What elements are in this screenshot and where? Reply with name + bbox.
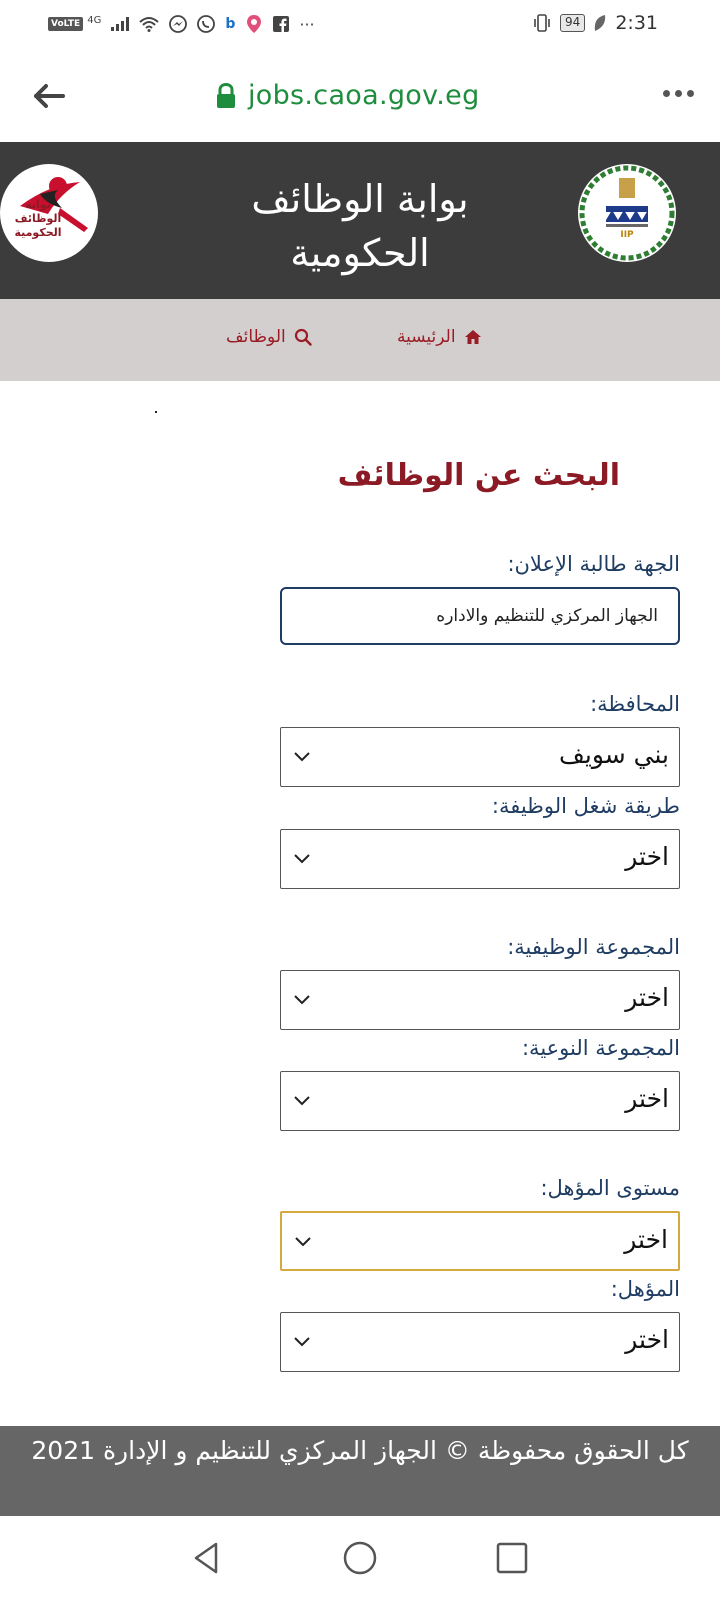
battery-indicator: 94: [560, 14, 585, 32]
browser-url-bar: [0, 50, 720, 142]
search-title: البحث عن الوظائف: [337, 458, 620, 493]
caoa-logo[interactable]: [578, 164, 676, 262]
whatsapp-icon: [197, 15, 215, 33]
status-bar: [0, 0, 720, 50]
facebook-icon: [273, 16, 289, 32]
job-group-label: المجموعة الوظيفية:: [507, 935, 680, 959]
portal-logo-text: بوابة الوظائف الحكومية: [14, 198, 62, 239]
volte-badge: VoLTE: [48, 17, 83, 31]
governorate-select[interactable]: [280, 727, 680, 787]
back-nav-icon[interactable]: [188, 1540, 224, 1576]
site-footer: [0, 1426, 720, 1516]
chevron-down-icon: [293, 850, 311, 868]
search-icon: [294, 328, 312, 346]
chevron-down-icon: [293, 748, 311, 766]
messenger-icon: [169, 15, 187, 33]
lock-icon: [216, 83, 236, 109]
status-right: [532, 12, 658, 34]
portal-logo[interactable]: [0, 164, 98, 262]
nav-jobs[interactable]: [226, 327, 312, 347]
qualification-level-label: مستوى المؤهل:: [540, 1176, 680, 1200]
job-type-value: اختر: [625, 842, 669, 871]
job-group-value: اختر: [625, 983, 669, 1012]
nav-home-label: الرئيسية: [397, 327, 456, 347]
url-field[interactable]: [216, 80, 480, 111]
advertiser-value: الجهاز المركزي للتنظيم والاداره: [436, 606, 658, 626]
leaf-icon: [593, 14, 607, 32]
qualitative-group-label: المجموعة النوعية:: [521, 1036, 680, 1060]
more-notifications-icon: ···: [299, 14, 315, 34]
back-arrow-icon[interactable]: [30, 78, 66, 114]
signal-icon: [111, 17, 129, 31]
qualification-level-select[interactable]: [280, 1211, 680, 1271]
nav-home[interactable]: [397, 327, 482, 347]
chevron-down-icon: [293, 1333, 311, 1351]
main-nav: [0, 299, 720, 381]
governorate-label: المحافظة:: [590, 692, 680, 716]
advertiser-label: الجهة طالبة الإعلان:: [507, 552, 680, 576]
recents-nav-icon[interactable]: [494, 1540, 530, 1576]
home-nav-icon[interactable]: [342, 1540, 378, 1576]
chevron-down-icon: [293, 1092, 311, 1110]
page-header-title: بوابة الوظائف الحكومية: [251, 177, 469, 275]
job-group-select[interactable]: [280, 970, 680, 1030]
url-text: jobs.caoa.gov.eg: [248, 80, 480, 111]
location-icon: [245, 14, 263, 34]
bing-icon: b: [225, 16, 236, 32]
qualitative-group-value: اختر: [625, 1084, 669, 1113]
status-left: [48, 14, 315, 34]
governorate-value: بني سويف: [559, 740, 669, 769]
wifi-icon: [139, 16, 159, 32]
clock: 2:31: [615, 12, 658, 34]
qualitative-group-select[interactable]: [280, 1071, 680, 1131]
chevron-down-icon: [293, 991, 311, 1009]
network-type: 4G: [87, 14, 102, 26]
advertiser-field[interactable]: [280, 587, 680, 645]
nav-jobs-label: الوظائف: [226, 327, 286, 347]
job-type-label: طريقة شغل الوظيفة:: [491, 794, 680, 818]
home-icon: [464, 328, 482, 346]
job-type-select[interactable]: [280, 829, 680, 889]
stray-dot: [155, 411, 157, 413]
footer-copyright: كل الحقوق محفوظة © الجهاز المركزي للتنظيم و الإدارة 2021: [31, 1436, 689, 1465]
chevron-down-icon: [294, 1233, 312, 1251]
system-nav-bar: [0, 1516, 720, 1600]
caoa-logo-text: IIP: [620, 230, 634, 240]
qualification-select[interactable]: [280, 1312, 680, 1372]
qualification-value: اختر: [625, 1325, 669, 1354]
qualification-level-value: اختر: [624, 1225, 668, 1254]
vibrate-icon: [532, 13, 552, 33]
site-header: [0, 142, 720, 299]
qualification-label: المؤهل:: [610, 1277, 680, 1301]
browser-menu-icon[interactable]: [663, 90, 694, 97]
